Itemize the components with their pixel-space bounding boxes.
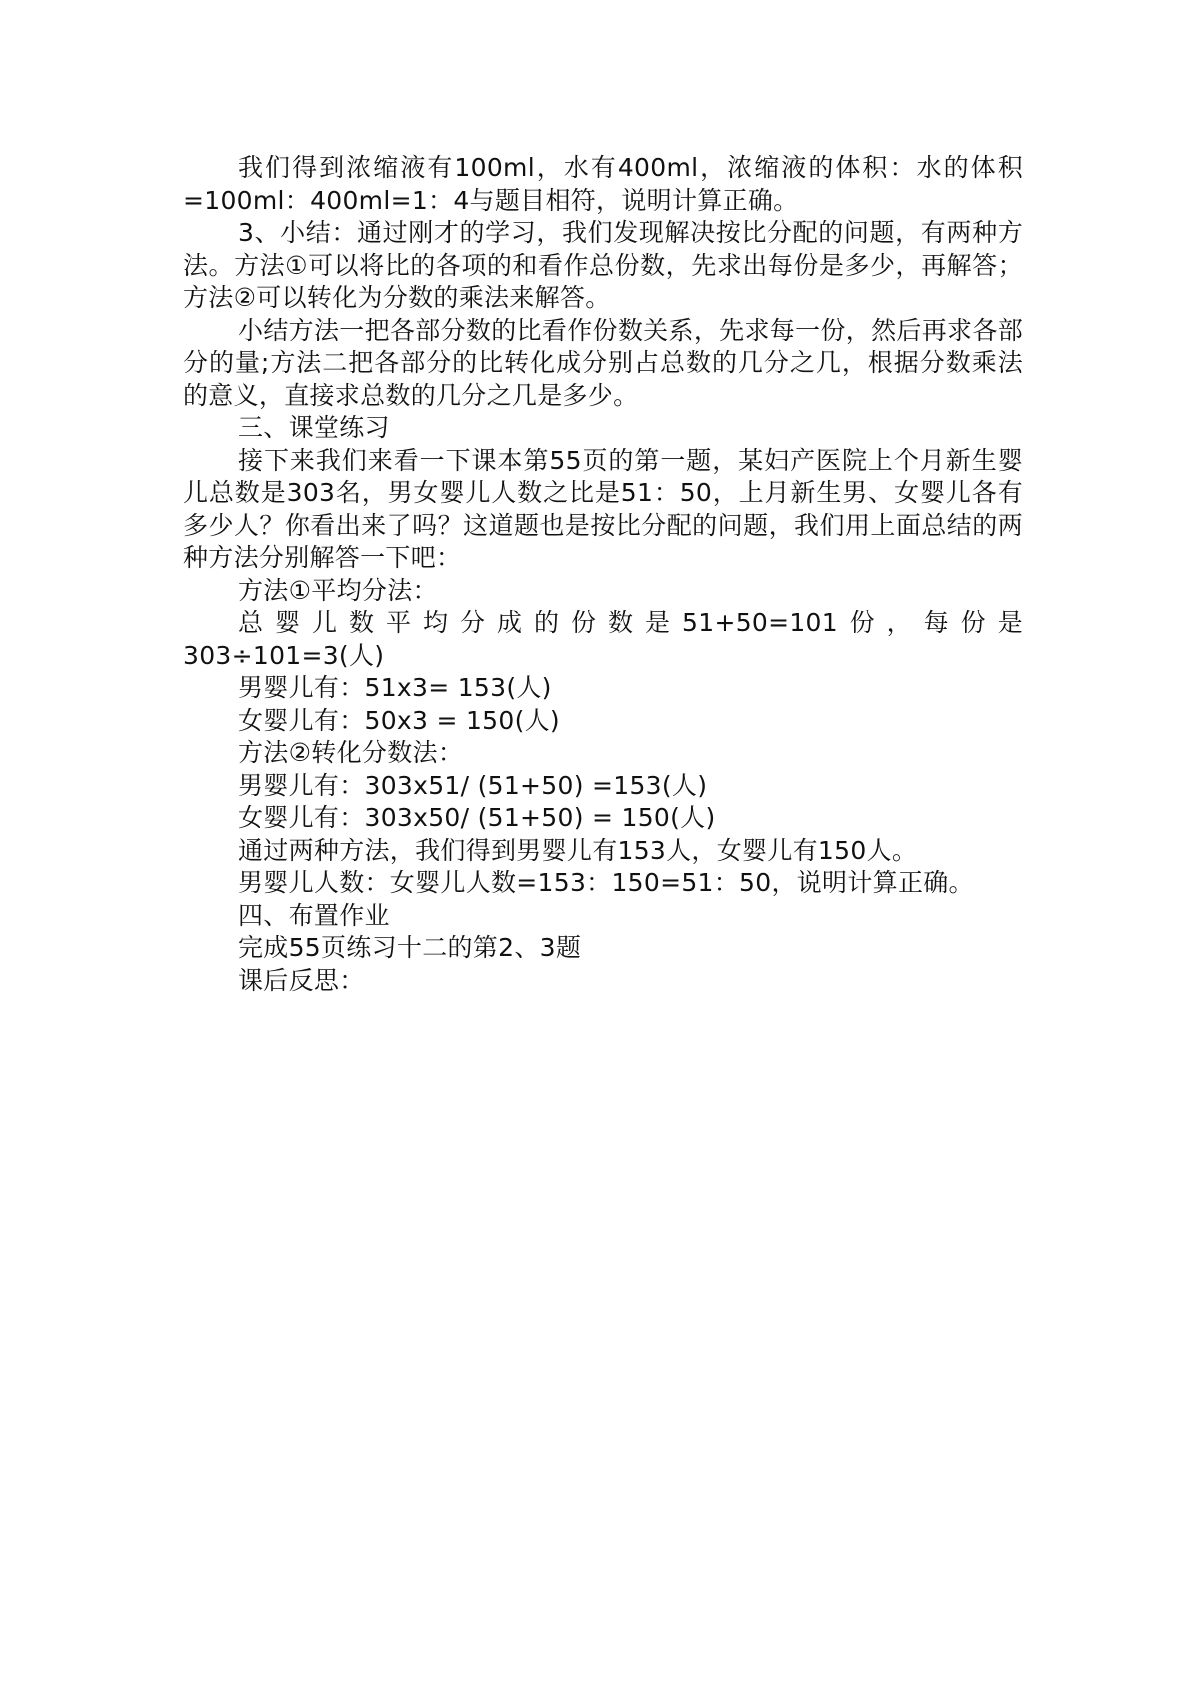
reflection-label: 课后反思：	[238, 965, 365, 995]
method-2-heading: 方法②转化分数法：	[238, 738, 464, 767]
section-heading-classroom-practice: 三、课堂练习	[238, 413, 390, 442]
paragraph-exercise-intro: 接下来我们来看一下课本第55页的第一题，某妇产医院上个月新生婴儿总数是303名，男女婴儿人数之比是51：50，上月新生男、女婴儿各有多少人？你看出来了吗？这道题也是按比分配的问题，我们用上面总结的两种方法分别解答一下吧：	[183, 445, 1023, 572]
homework-assignment: 完成55页练习十二的第2、3题	[238, 933, 582, 962]
method-1-girls: 女婴儿有：50x3 = 150(人)	[238, 705, 560, 735]
paragraph-summary-3: 3、小结：通过刚才的学习，我们发现解决按比分配的问题，有两种方法。方法①可以将比的各项的和看作总份数，先求出每份是多少，再解答；方法②可以转化为分数的乘法来解答。	[183, 218, 1023, 312]
result-statement: 通过两种方法，我们得到男婴儿有153人，女婴儿有150人。	[238, 835, 918, 865]
result-check: 男婴儿人数：女婴儿人数=153：150=51：50，说明计算正确。	[238, 868, 974, 897]
method-1-total-parts: 总婴儿数平均分成的份数是51+50=101份，每份是303÷101=3(人)	[183, 608, 1023, 670]
method-1-heading: 方法①平均分法：	[238, 575, 438, 605]
section-heading-homework: 四、布置作业	[238, 900, 390, 930]
paragraph-summary-methods: 小结方法一把各部分数的比看作份数关系，先求每一份，然后再求各部分的量;方法二把各部分的比转化成分别占总数的几分之几，根据分数乘法的意义，直接求总数的几分之几是多少。	[183, 315, 1023, 410]
method-1-boys: 男婴儿有：51x3= 153(人)	[238, 673, 552, 702]
paragraph-concentrate-result: 我们得到浓缩液有100ml，水有400ml，浓缩液的体积：水的体积=100ml：400ml=1：4与题目相符，说明计算正确。	[183, 153, 1023, 215]
document-body	[183, 152, 1023, 997]
method-2-boys: 男婴儿有：303x51/ (51+50) =153(人)	[238, 770, 708, 800]
method-2-girls: 女婴儿有：303x50/ (51+50) = 150(人)	[238, 803, 716, 832]
